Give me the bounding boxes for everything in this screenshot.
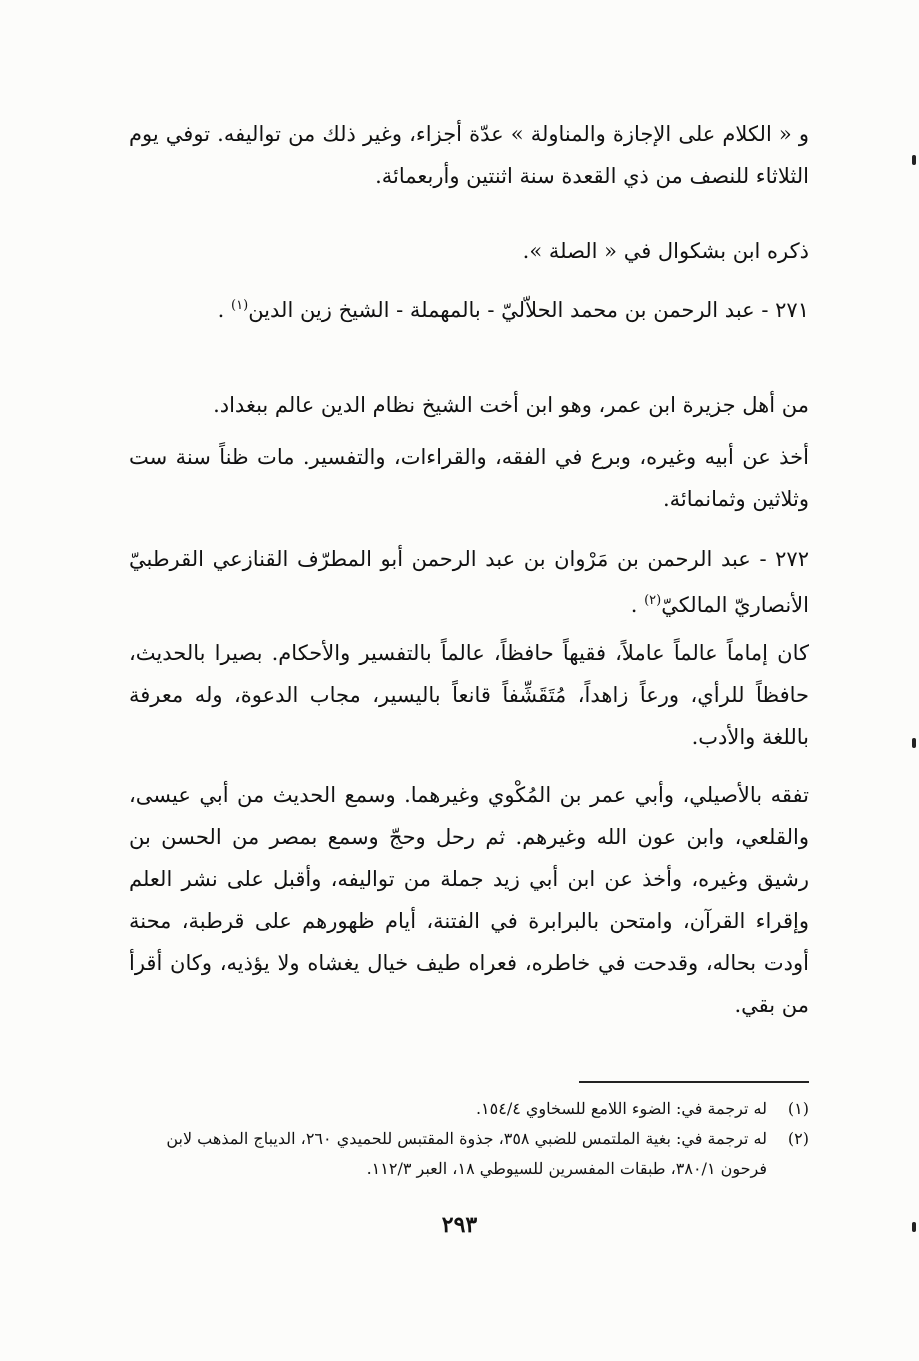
paragraph-reference: ذكره ابن بشكوال في « الصلة ». xyxy=(522,239,809,263)
footnote-ref-1[interactable]: (١) xyxy=(231,298,249,313)
footnote-1 xyxy=(129,1094,809,1124)
scan-mark xyxy=(912,738,916,748)
page-number: ٢٩٣ xyxy=(441,1212,478,1238)
footnote-2 xyxy=(129,1124,809,1184)
footnote-text: له ترجمة في: الضوء اللامع للسخاوي ١٥٤/٤. xyxy=(475,1099,767,1118)
scan-mark xyxy=(912,155,916,165)
entry-272-heading: ٢٧٢ - عبد الرحمن بن مَرْوان بن عبد الرحمن أبو المطرّف القنازعي القرطبيّ الأنصاريّ المالكيّ$^{(٢)}$ . xyxy=(129,547,809,617)
paragraph-intro: و « الكلام على الإجازة والمناولة » عدّة أجزاء، وغير ذلك من تواليفه. توفي يوم الثلاثاء للنصف من ذي القعدة سنة اثنتين وأربعمائة. xyxy=(129,122,809,188)
footnote-ref-2[interactable]: (٢) xyxy=(644,593,662,608)
footnote-text: له ترجمة في: بغية الملتمس للضبي ٣٥٨، جذوة المقتبس للحميدي ٢٦٠، الديباج المذهب لابن فرحون ٣٨٠/١، طبقات المفسرين للسيوطي ١٨، العبر ١١٢/٣. xyxy=(166,1129,767,1178)
paragraph-271-study: أخذ عن أبيه وغيره، وبرع في الفقه، والقراءات، والتفسير. مات ظناً سنة ست وثلاثين وثمانمائة. xyxy=(129,445,809,511)
footnote-separator xyxy=(579,1081,809,1083)
paragraph-272-description: كان إماماً عالماً عاملاً، فقيهاً حافظاً، عالماً بالتفسير والأحكام. بصيرا بالحديث، حافظاً للرأي، ورعاً زاهداً، مُتَقَشِّفاً قانعاً باليسير، مجاب الدعوة، وله معرفة باللغة والأدب. xyxy=(129,641,809,749)
footnote-number: (١) xyxy=(787,1099,809,1118)
footnote-number: (٢) xyxy=(787,1129,809,1148)
paragraph-272-studies: تفقه بالأصيلي، وأبي عمر بن المُكْوي وغيرهما. وسمع الحديث من أبي عيسى، والقلعي، وابن عون الله وغيرهم. ثم رحل وحجّ وسمع بمصر من الحسن بن رشيق وغيره، وأخذ عن ابن أبي زيد جملة من تواليفه، وأقبل على نشر العلم وإقراء القرآن، وامتحن بالبرابرة في الفتنة، أيام ظهورهم على قرطبة، محنة أودت بحاله، وقدحت في خاطره، فعراه طيف خيال يغشاه ولا يؤذيه، وكان أقرأ من بقي. xyxy=(129,783,810,1017)
footnotes xyxy=(129,1094,809,1184)
scan-mark xyxy=(912,1222,916,1232)
paragraph-271-origin: من أهل جزيرة ابن عمر، وهو ابن أخت الشيخ نظام الدين عالم ببغداد. xyxy=(213,393,809,417)
entry-271-heading: ٢٧١ - عبد الرحمن بن محمد الحلاّليّ - بالمهملة - الشيخ زين الدين$^{(١)}$ . xyxy=(217,298,809,322)
